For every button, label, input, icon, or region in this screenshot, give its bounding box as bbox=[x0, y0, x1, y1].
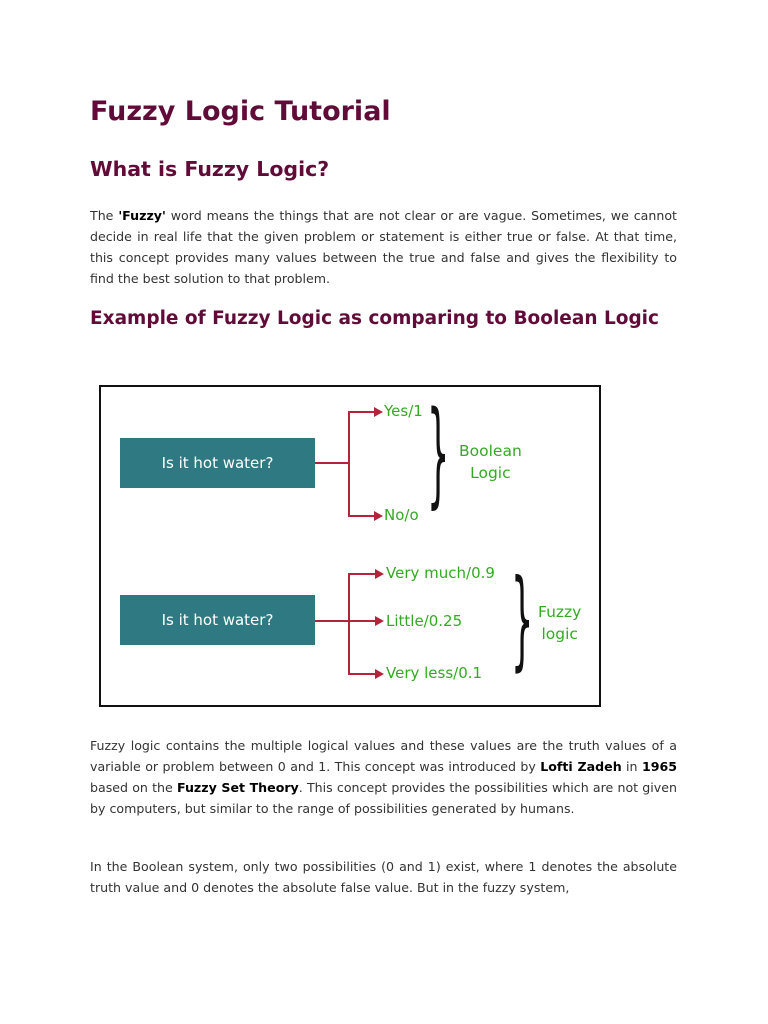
fuzzy-label-line1: Fuzzy bbox=[538, 603, 582, 621]
no-arrowhead-icon bbox=[374, 511, 383, 521]
example-heading: Example of Fuzzy Logic as comparing to Boolean Logic bbox=[90, 308, 659, 329]
section-heading: What is Fuzzy Logic? bbox=[90, 157, 330, 181]
output-very-less: Very less/0.1 bbox=[386, 664, 483, 682]
definition-text-4: . This concept provides the possibilities which are not given by computers, but similar to the range of possibilities generated by humans. bbox=[90, 780, 677, 816]
boolean-question-box: Is it hot water? bbox=[120, 438, 315, 488]
intro-paragraph bbox=[90, 205, 677, 289]
very-less-arrowhead-icon bbox=[375, 669, 384, 679]
boolean-connector-h bbox=[315, 462, 350, 464]
intro-text-start: The bbox=[90, 208, 119, 223]
fuzzy-connector-v bbox=[348, 573, 350, 675]
yes-arrowhead-icon bbox=[374, 407, 383, 417]
output-yes: Yes/1 bbox=[384, 402, 423, 420]
fuzzy-connector-mid bbox=[315, 620, 376, 622]
fuzzy-logic-label bbox=[538, 601, 581, 645]
definition-paragraph bbox=[90, 735, 677, 819]
little-arrowhead-icon bbox=[375, 616, 384, 626]
definition-text-1: Fuzzy logic contains the multiple logical values and these values are the truth values of a variable or problem between 0 and 1. This concept was introduced by bbox=[90, 738, 677, 774]
intro-text-rest: word means the things that are not clear or are vague. Sometimes, we cannot decide in real life that the given problem or statement is either true or false. At that time, this concept provides many values between the true and false and gives the flexibility to find the best solution to that problem. bbox=[90, 208, 677, 286]
boolean-paragraph: In the Boolean system, only two possibilities (0 and 1) exist, where 1 denotes the absolute truth value and 0 denotes the absolute false value. But in the fuzzy system, bbox=[90, 859, 677, 895]
yes-arrow-line bbox=[348, 411, 375, 413]
definition-text-3: based on the bbox=[90, 780, 177, 795]
inventor-name: Lofti Zadeh bbox=[540, 759, 622, 774]
boolean-brace-icon: } bbox=[427, 388, 450, 522]
very-less-arrow-line bbox=[348, 673, 376, 675]
fuzzy-set-theory: Fuzzy Set Theory bbox=[176, 780, 299, 795]
definition-text-2: in bbox=[621, 759, 642, 774]
boolean-label-line2: Logic bbox=[470, 464, 511, 482]
fuzzy-question-box: Is it hot water? bbox=[120, 595, 315, 645]
comparison-diagram bbox=[99, 385, 601, 707]
year-1965: 1965 bbox=[641, 759, 677, 774]
no-arrow-line bbox=[348, 515, 375, 517]
very-much-arrowhead-icon bbox=[375, 569, 384, 579]
output-very-much: Very much/0.9 bbox=[386, 564, 495, 582]
boolean-label-line1: Boolean bbox=[459, 442, 522, 460]
boolean-logic-label bbox=[459, 440, 522, 484]
boolean-connector-v bbox=[348, 411, 350, 517]
very-much-arrow-line bbox=[348, 573, 376, 575]
fuzzy-term: 'Fuzzy' bbox=[118, 208, 166, 223]
fuzzy-label-line2: logic bbox=[541, 625, 578, 643]
fuzzy-brace-icon: } bbox=[511, 558, 534, 684]
output-little: Little/0.25 bbox=[386, 612, 463, 630]
page-title: Fuzzy Logic Tutorial bbox=[90, 96, 391, 127]
output-no: No/o bbox=[384, 506, 419, 524]
